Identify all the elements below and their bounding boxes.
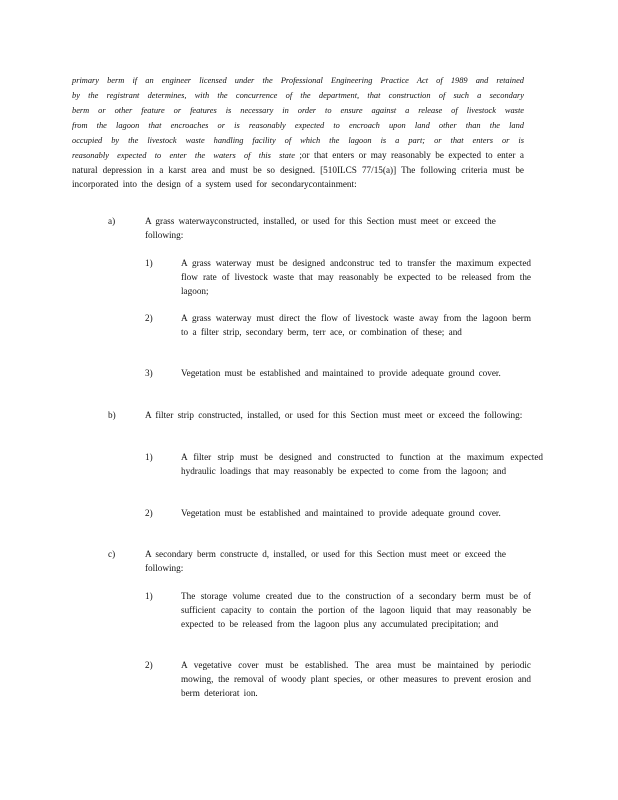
intro-plain-text: ;or that enters or may reasonably be expected to enter a natural depression in a karst area and must be so designed. [510ILCS 77/15(a)] The following criteria must be incorporated into the design of a system used for secondarycontainment: — [72, 150, 524, 189]
intro-paragraph — [72, 73, 524, 191]
section-c-item-2-text: A vegetative cover must be established. The area must be maintained by periodic mowing, the removal of woody plant species, or other measures to prevent erosion and berm deteriorat ion. — [181, 660, 531, 698]
section-a-item-3-marker: 3) — [145, 368, 153, 378]
section-b-text: A filter strip constructed, installed, or used for this Section must meet or exceed the following: — [145, 410, 523, 420]
section-b-item-2-marker: 2) — [145, 508, 153, 518]
section-a-text: A grass waterwayconstructed, installed, or used for this Section must meet or exceed the following: — [145, 216, 496, 240]
section-a-item-2-marker: 2) — [145, 313, 153, 323]
section-a-marker: a) — [108, 216, 116, 226]
section-c-marker: c) — [108, 549, 116, 559]
section-c-item-2-marker: 2) — [145, 660, 153, 670]
section-a-item-3-text: Vegetation must be established and maintained to provide adequate ground cover. — [181, 368, 501, 378]
section-c-item-1-marker: 1) — [145, 591, 153, 601]
section-b-marker: b) — [108, 410, 116, 420]
section-b-item-1-text: A filter strip must be designed and constructed to function at the maximum expected hydraulic loadings that may reasonably be expected to come from the lagoon; and — [181, 452, 543, 476]
section-a-item-1-text: A grass waterway must be designed andconstruc ted to transfer the maximum expected flow rate of livestock waste that may reasonably be expected to be released from the lagoon; — [181, 258, 531, 296]
intro-italic-text: primary berm if an engineer licensed under the Professional Engineering Practice Act of 1989 and retained by the registrant determines, with the concurrence of the department, that construction of such a secondary berm or other feature or features is necessary in order to ensure against a release of livestock waste from the lagoon that encroaches or is reasonably expected to encroach upon land other than the land occupied by the livestock waste handling facility of which the lagoon is a part; or that enters or is reasonably expected to enter the waters of this state — [72, 76, 524, 160]
section-a-item-2-text: A grass waterway must direct the flow of livestock waste away from the lagoon berm to a filter strip, secondary berm, terr ace, or combination of these; and — [181, 313, 531, 337]
section-b-item-2-text: Vegetation must be established and maintained to provide adequate ground cover. — [181, 508, 501, 518]
section-a-item-1-marker: 1) — [145, 258, 153, 268]
section-c-text: A secondary berm constructe d, installed, or used for this Section must meet or exceed the following: — [145, 549, 506, 573]
section-b-item-1-marker: 1) — [145, 452, 153, 462]
section-c-item-1-text: The storage volume created due to the construction of a secondary berm must be of sufficient capacity to contain the portion of the lagoon liquid that may reasonably be expected to be released from the lagoon plus any accumulated precipitation; and — [181, 591, 531, 629]
